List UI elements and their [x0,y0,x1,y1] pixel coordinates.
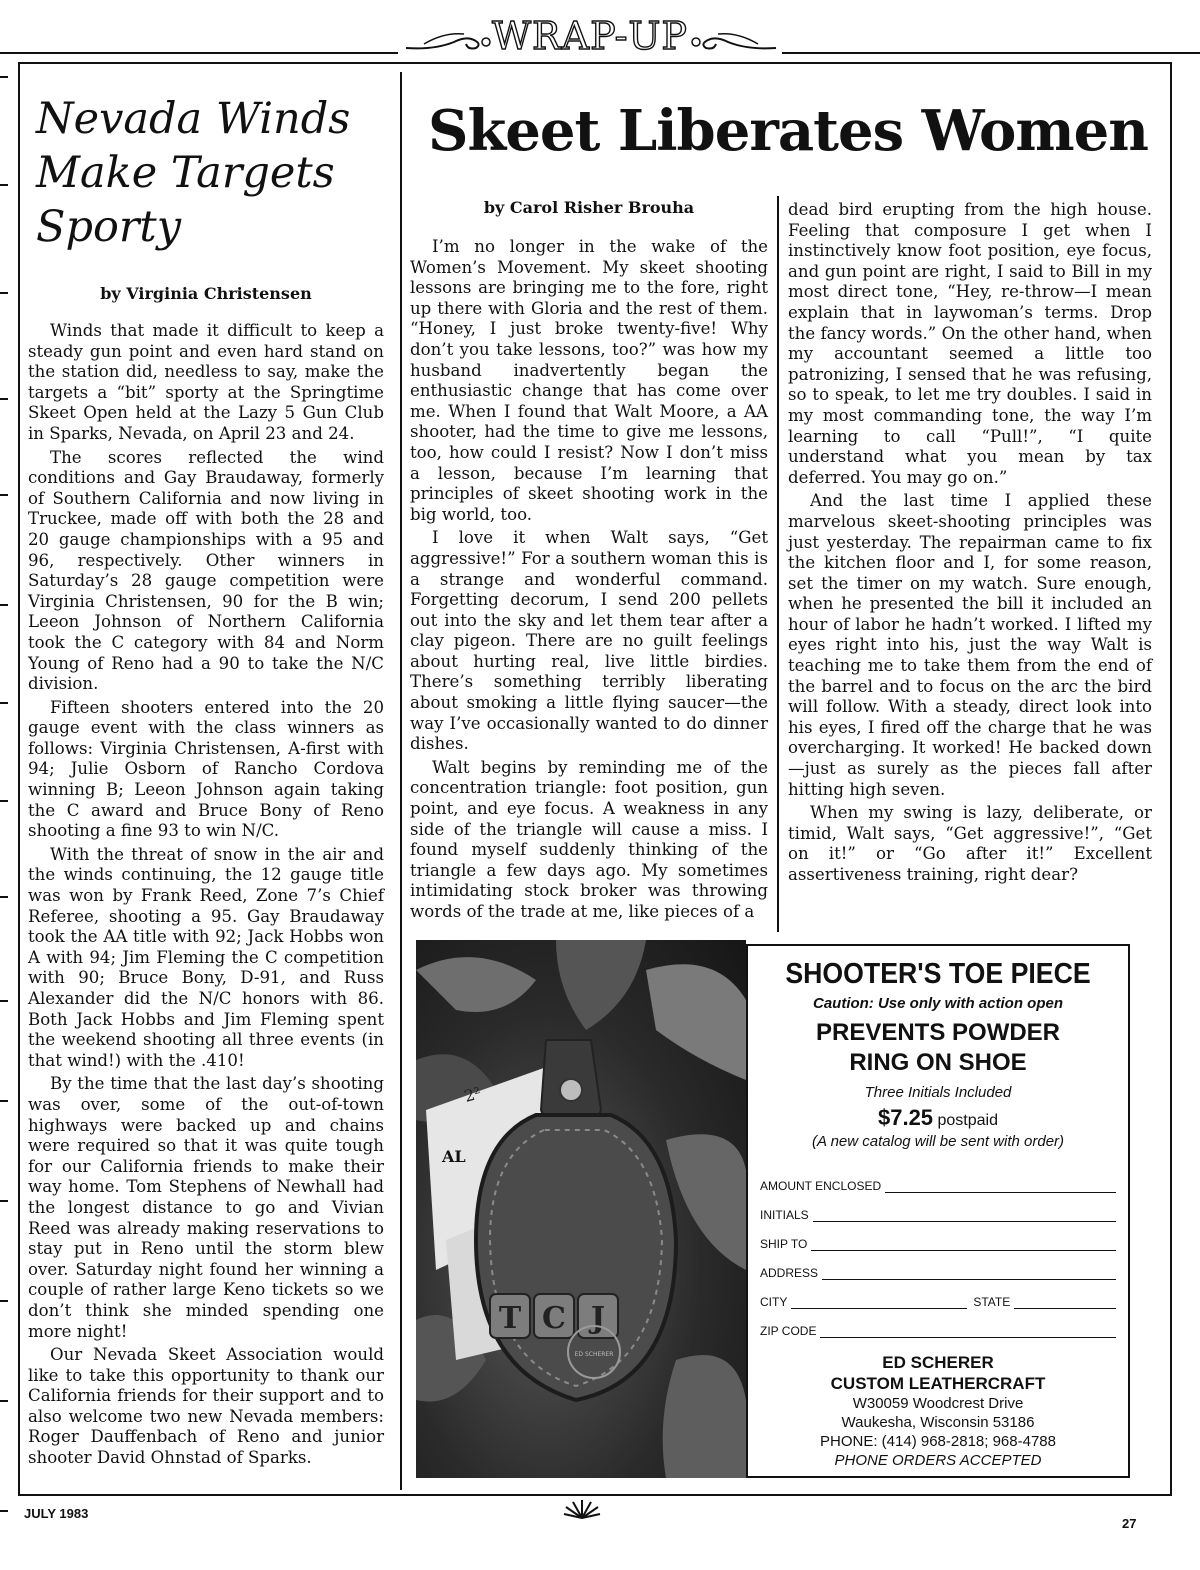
amount-enclosed-field[interactable] [885,1179,1116,1193]
margin-tick [0,702,8,704]
section-title: WRAP-UP [491,14,689,58]
header-rule-left [0,52,398,54]
headline-line: Sporty [36,202,181,252]
toe-piece-photo [416,940,746,1478]
margin-tick [0,1200,8,1202]
main-article-body-2 [788,200,1152,886]
ad-caution: Caution: Use only with action open [812,995,1063,1012]
margin-tick [0,1000,8,1002]
toe-piece-ad [746,944,1130,1478]
form-label: ZIP CODE [760,1324,817,1338]
margin-tick [0,604,8,606]
margin-tick [0,896,8,898]
ship-to-field[interactable] [811,1237,1116,1251]
form-row-initials [760,1193,1116,1222]
form-label: INITIALS [760,1208,809,1222]
column-divider [400,72,402,1490]
ad-price [748,1105,1128,1131]
page-number: 27 [1122,1516,1137,1531]
form-row-ship-to [760,1222,1116,1251]
form-row-city-state [760,1280,1116,1309]
order-form [760,1164,1116,1338]
ad-price-amount: $7.25 [877,1105,934,1130]
margin-tick [0,800,8,802]
state-field[interactable] [1014,1295,1116,1309]
ad-catalog-note: (A new catalog will be sent with order) [811,1133,1065,1150]
swash-ornament-right-icon [688,28,778,52]
paragraph: I love it when Walt says, “Get aggressive!” For a southern woman this is a strange and wonderful command. Forgetting decorum, I send 200 pellets out into the sky and let them tear after a clay pigeon. There are no guilt feelings about hurting real, live little birdies. There’s something terribly liberating about smoking a little flying saucer—the way I’ve occasionally wanted to do dinner dishes. [410,528,768,754]
paper-text: 2² [462,1083,484,1106]
ad-price-note: postpaid [937,1112,998,1129]
ad-headline-line: RING ON SHOE [849,1049,1027,1076]
form-label: CITY [760,1295,788,1309]
main-article-headline: Skeet Liberates Women [428,98,1148,164]
stamp-text: ED SCHERER [574,1351,614,1358]
paragraph: dead bird erupting from the high house. Feeling that composure I get when I instinctively know foot position, eye focus, and gun point are right, I said to Bill in my most direct tone, “Hey, re-throw—I mean explain that in laywoman’s terms. Drop the fancy words.” On the other hand, when my accountant seemed a little too patronizing, I sensed that he was refusing, so to speak, to let me try doubles. I said in my most commanding tone, the way I’m learning to call “Pull!”, “I quite understand what you mean by tax deferred. You may go on.” [788,200,1152,487]
left-article [28,92,384,1472]
left-article-body [28,321,384,1469]
margin-tick [0,1510,8,1512]
city-field[interactable] [791,1295,967,1309]
main-article-byline: by Carol Risher Brouha [483,198,695,217]
ad-headline [748,1018,1128,1078]
paragraph: I’m no longer in the wake of the Women’s Movement. My skeet shooting lessons are bringing me to the fore, right up there with Gloria and the rest of them. “Honey, I just broke twenty-five! Why don’t you take lessons, too?” was how my husband inadvertently began the enthusiastic change that has come over me. When I found that Walt Moore, a AA shooter, had the time to give me lessons, too, how could I resist? Now I don’t miss a lesson, because I’m learning that principles of skeet shooting work in the big world, too. [410,237,768,524]
main-article-column-1 [410,198,768,926]
form-label: AMOUNT ENCLOSED [760,1179,882,1193]
company-name: CUSTOM LEATHERCRAFT [830,1374,1046,1393]
tag-letter: C [542,1301,566,1336]
paragraph: Winds that made it difficult to keep a steady gun point and even hard stand on the station did, needless to say, make the targets a “bit” sporty at the Springtime Skeet Open held at the Lazy 5 Gun Club in Sparks, Nevada, on April 23 and 24. [28,321,384,443]
margin-tick [0,292,8,294]
address-field[interactable] [822,1266,1116,1280]
margin-tick [0,1300,8,1302]
phone-orders-note: PHONE ORDERS ACCEPTED [834,1452,1042,1469]
tag-letter: J [590,1301,606,1336]
paragraph: By the time that the last day’s shooting was over, some of the out-of-town highways were backed up and chains were required so that it was quite tough for our California friends to make their way home. Tom Stephens of Newhall had the longest distance to go and Vivian Reed was already making reservations to stay put in Reno until the storm blew over. Saturday night found her winning a couple of rather large Keno tickets so we don’t think she minded spending one more night! [28,1074,384,1341]
margin-tick [0,76,8,78]
tag-letter: T [498,1301,522,1336]
margin-tick [0,494,8,496]
form-row-zip [760,1309,1116,1338]
form-label: STATE [973,1295,1011,1309]
burst-ornament-icon [562,1498,602,1520]
ad-headline-line: PREVENTS POWDER [815,1019,1061,1046]
form-label: SHIP TO [760,1237,808,1251]
margin-tick [0,1100,8,1102]
main-column-divider [777,196,779,932]
photo-illustration [416,940,746,1478]
left-article-byline: by Virginia Christensen [100,284,312,303]
margin-tick [0,398,8,400]
left-article-headline [36,92,384,254]
ad-company [748,1352,1128,1394]
form-label: ADDRESS [760,1266,819,1280]
ad-title: SHOOTER'S TOE PIECE [785,958,1091,990]
paragraph: And the last time I applied these marvelous skeet-shooting principles was just yesterday. The repairman came to fix the kitchen floor and I, for some reason, set the timer on my watch. Sure enough, when he presented the bill it included an hour of labor he hadn’t worked. I lifted my eyes right into his, just the way Walt is teaching me to take them from the end of the barrel and to focus on the arc the bird will follow. With a steady, direct look into his eyes, I fired off the charge that he was overcharging. It worked! He backed down—just as surely as the pieces fall after hitting high seven. [788,491,1152,799]
company-name: ED SCHERER [882,1353,994,1372]
form-row-amount [760,1164,1116,1193]
headline-line: Make Targets [36,148,335,198]
paragraph: The scores reflected the wind conditions and Gay Braudaway, formerly of Southern California and now living in Truckee, made off with both the 28 and 20 gauge championships with a 95 and 96, respectively. Other winners in Saturday’s 28 gauge competition were Virginia Christensen, 90 for the B win; Leeon Johnson of Northern California took the C category with 84 and Norm Young of Reno had a 90 to take the N/C division. [28,447,384,694]
initials-field[interactable] [813,1208,1116,1222]
margin-tick [0,1400,8,1402]
paragraph: With the threat of snow in the air and the winds continuing, the 12 gauge title was won by Frank Reed, Zone 7’s Chief Referee, shooting a 95. Gay Braudaway took the AA title with 92; Jack Hobbs won A with 94; Jim Fleming the C competition with 90; Bruce Bony, D-91, and Russ Alexander did the N/C honors with 86. Both Jack Hobbs and Jim Fleming spent the weekend shooting all three events (in that wind!) with the .410! [28,844,384,1070]
margin-tick [0,184,8,186]
zip-code-field[interactable] [820,1324,1116,1338]
paragraph: When my swing is lazy, deliberate, or timid, Walt says, “Get aggressive!”, “Get on it!” or “Go after it!” Excellent assertiveness training, right dear? [788,803,1152,884]
paragraph: Walt begins by reminding me of the concentration triangle: foot position, gun point, and eye focus. A weakness in any side of the triangle will cause a miss. I found myself suddenly thinking of the triangle a few days ago. My sometimes intimidating stock broker was throwing words of the trade at me, like pieces of a [410,757,768,921]
main-article-body-1 [410,237,768,923]
form-row-address [760,1251,1116,1280]
company-phone: PHONE: (414) 968-2818; 968-4788 [820,1433,1056,1450]
company-address: W30059 Woodcrest Drive [852,1395,1024,1412]
headline-line: Nevada Winds [36,94,351,144]
paragraph: Fifteen shooters entered into the 20 gauge event with the class winners as follows: Virginia Christensen, A-first with 94; Julie Osborn of Rancho Cordova winning B; Leeon Johnson again taking the C award and Bruce Bony of Reno shooting a fine 93 to win N/C. [28,697,384,841]
paragraph: Our Nevada Skeet Association would like to take this opportunity to thank our California friends for their support and to also welcome two new Nevada members: Roger Dauffenbach of Reno and junior shooter David Ohnstad of Sparks. [28,1345,384,1468]
header-rule-right [782,52,1200,54]
main-article-column-2 [788,200,1152,889]
issue-date: JULY 1983 [24,1506,89,1521]
ad-initials-note: Three Initials Included [864,1084,1012,1101]
company-city: Waukesha, Wisconsin 53186 [841,1414,1035,1431]
paper-text: AL [442,1147,466,1166]
